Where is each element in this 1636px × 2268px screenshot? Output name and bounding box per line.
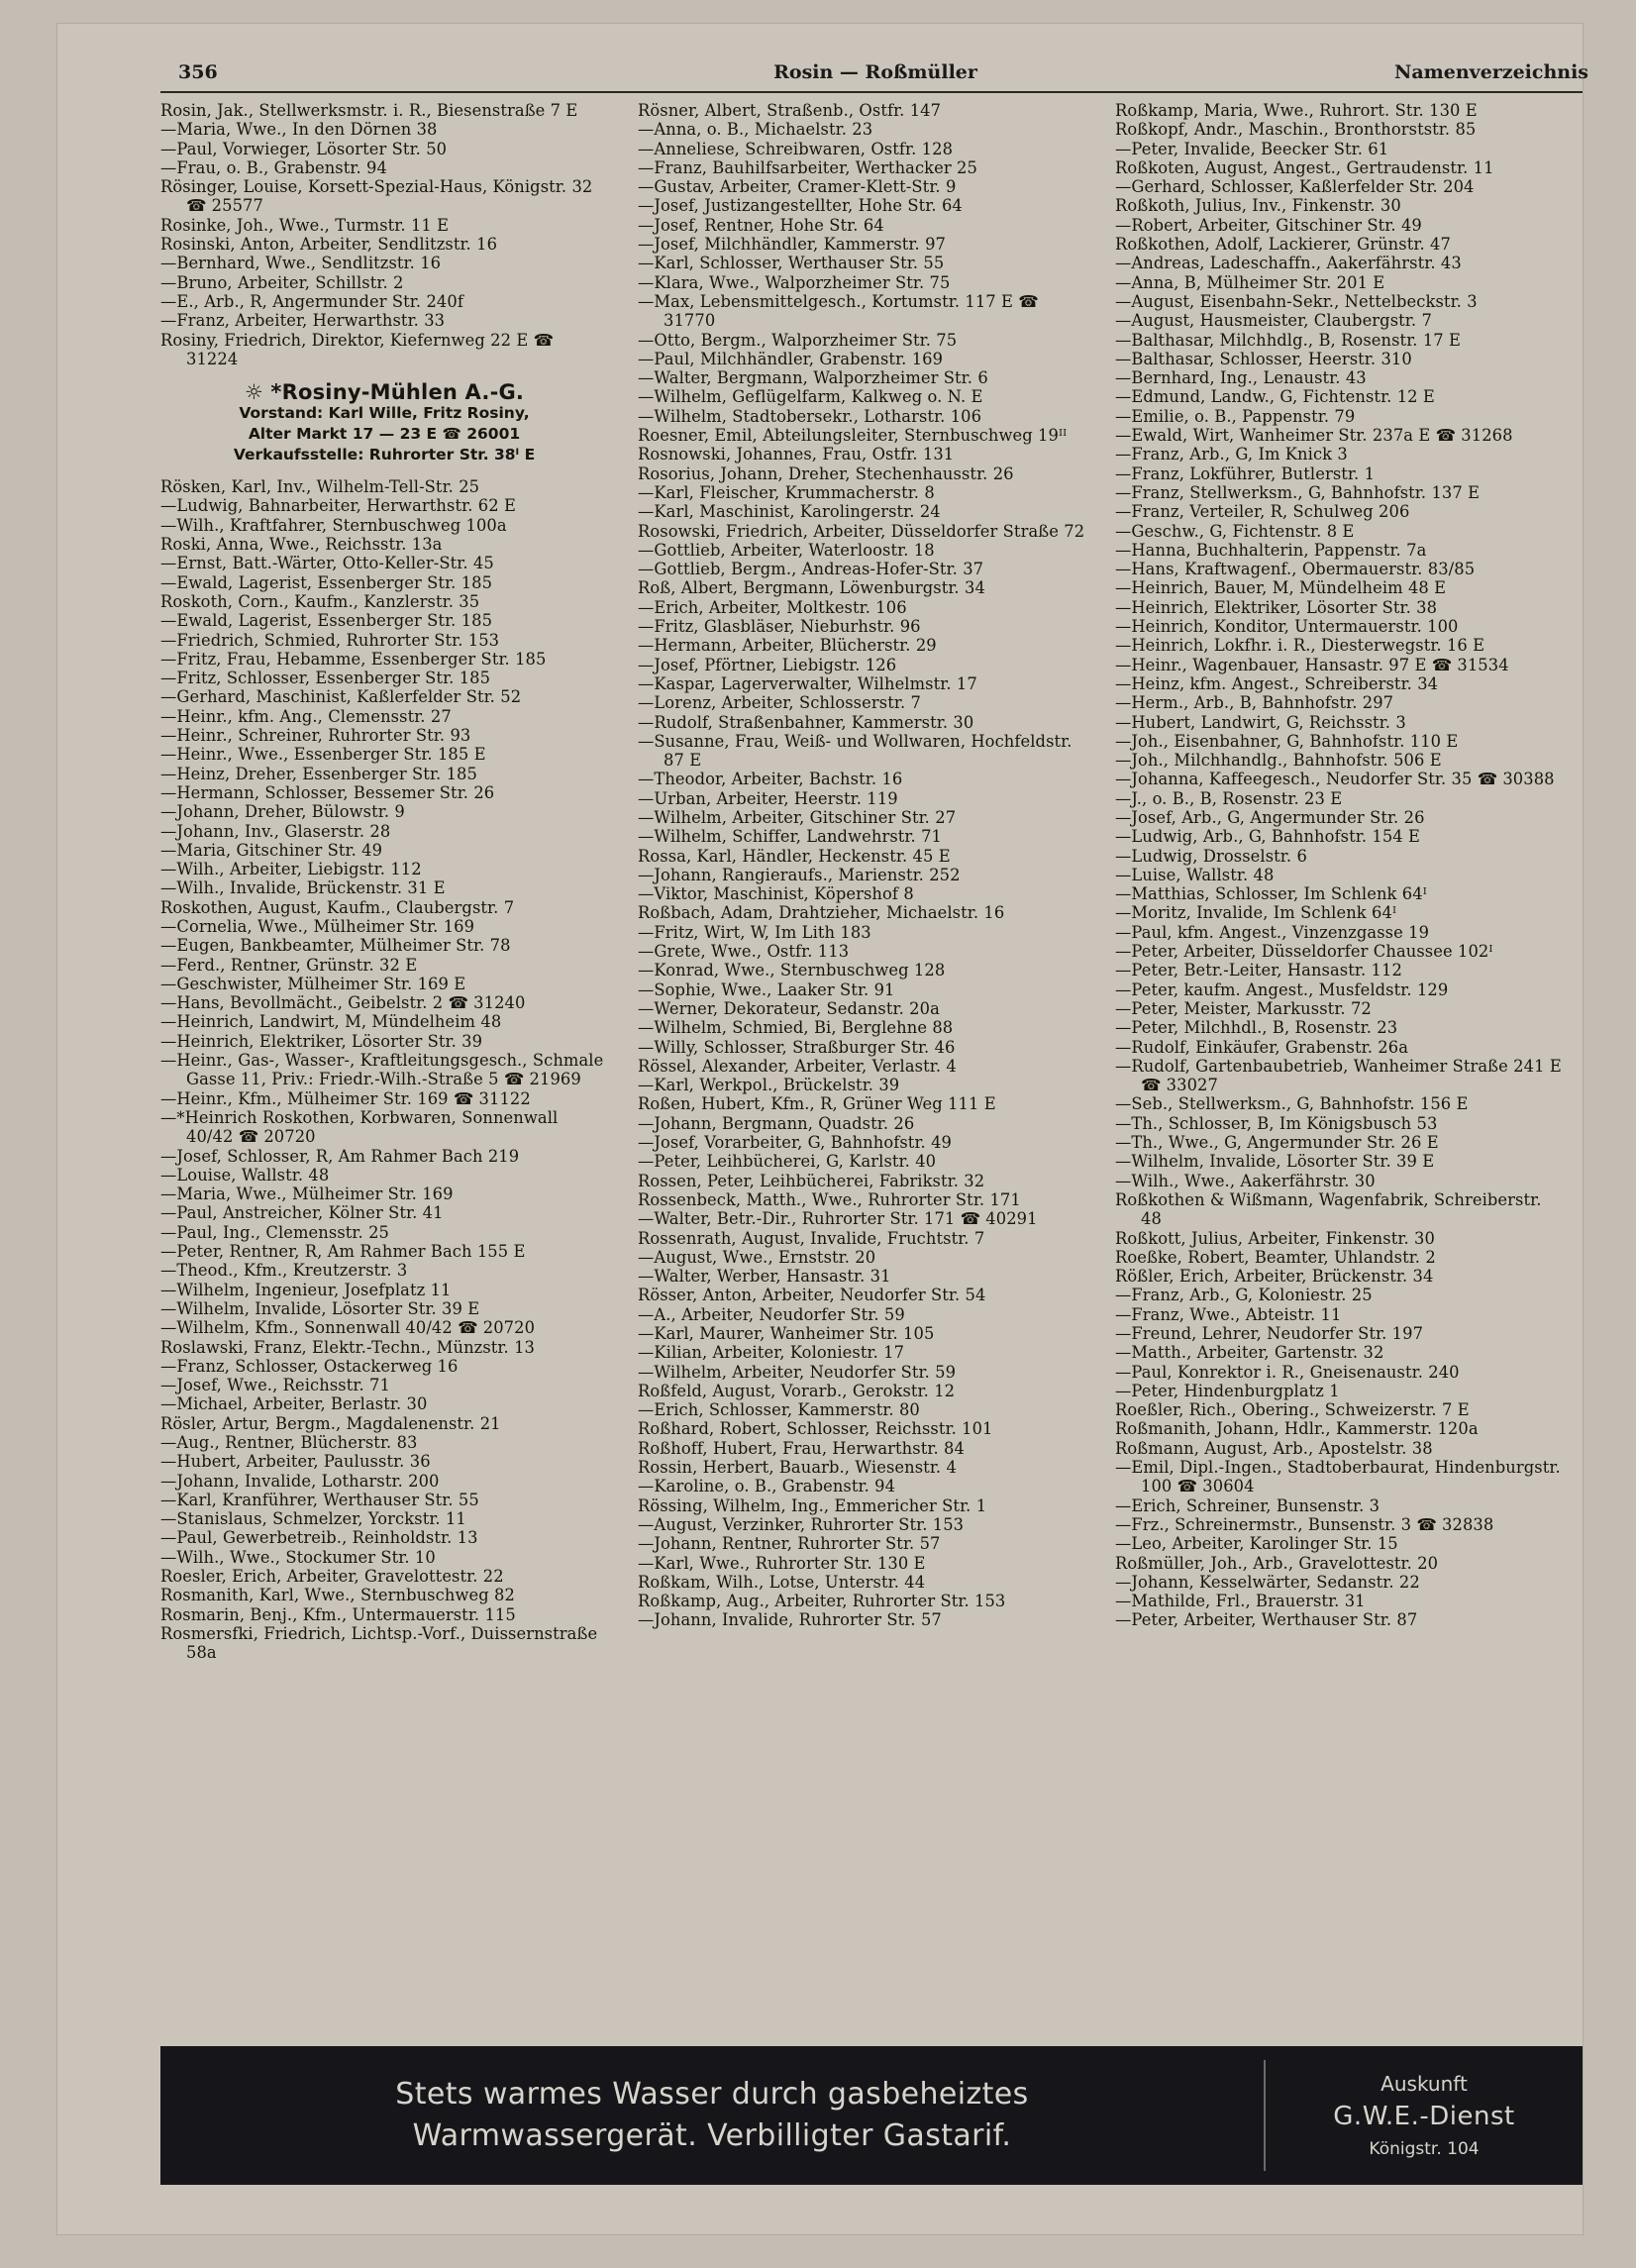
directory-entry: —Karl, Wwe., Ruhrorter Str. 130 E [638,1553,926,1573]
directory-entry: Roßmanith, Johann, Hdlr., Kammerstr. 120a [1115,1419,1479,1439]
directory-entry: —Josef, Rentner, Hohe Str. 64 [638,215,884,235]
directory-entry: —Maria, Wwe., Mülheimer Str. 169 [160,1185,454,1204]
directory-entry: —Karl, Maurer, Wanheimer Str. 105 [638,1324,935,1343]
directory-entry: Rosmanith, Karl, Wwe., Sternbuschweg 82 [160,1586,515,1605]
directory-entry: —Josef, Wwe., Reichsstr. 71 [160,1376,390,1395]
directory-entry: —Heinr., Wagenbauer, Hansastr. 97 E ☎ 31534 [1115,655,1509,674]
directory-entry: —Kilian, Arbeiter, Koloniestr. 17 [638,1343,905,1363]
column-1 [160,101,608,2022]
directory-entry: —Leo, Arbeiter, Karolinger Str. 15 [1115,1534,1398,1554]
directory-entry: Roßkopf, Andr., Maschin., Bronthorststr. 85 [1115,120,1477,140]
directory-entry: Roßhoff, Hubert, Frau, Herwarthstr. 84 [638,1438,965,1458]
directory-entry: —Hermann, Arbeiter, Blücherstr. 29 [638,636,937,656]
directory-entry: —Susanne, Frau, Weiß- und Wollwaren, Hochfeldstr. 87 E [638,731,1073,771]
directory-entry: —Balthasar, Milchhdlg., B, Rosenstr. 17 E [1115,330,1462,350]
directory-entry: —Fritz, Frau, Hebamme, Essenberger Str. 185 [160,649,547,669]
directory-entry: —Ewald, Lagerist, Essenberger Str. 185 [160,611,493,631]
directory-entry: —Walter, Bergmann, Walporzheimer Str. 6 [638,368,988,388]
directory-entry: —Heinz, Dreher, Essenberger Str. 185 [160,764,477,783]
directory-entry: Roßmüller, Joh., Arb., Gravelottestr. 20 [1115,1553,1439,1573]
directory-entry: —Frau, o. B., Grabenstr. 94 [160,157,387,177]
directory-entry: —Johann, Dreher, Bülowstr. 9 [160,802,405,822]
directory-entry: —Klara, Wwe., Walporzheimer Str. 75 [638,272,951,292]
directory-entry: —Gustav, Arbeiter, Cramer-Klett-Str. 9 [638,177,957,197]
directory-entry: —Mathilde, Frl., Brauerstr. 31 [1115,1592,1366,1611]
directory-entry: Roßhard, Robert, Schlosser, Reichsstr. 101 [638,1419,993,1439]
directory-entry: Rossenbeck, Matth., Wwe., Ruhrorter Str. 171 [638,1189,1021,1209]
directory-entry: —Wilh., Wwe., Aakerfährstr. 30 [1115,1171,1376,1190]
directory-entry: —Heinr., Schreiner, Ruhrorter Str. 93 [160,726,471,746]
directory-entry: —Josef, Vorarbeiter, G, Bahnhofstr. 49 [638,1133,953,1153]
directory-entry: —Sophie, Wwe., Laaker Str. 91 [638,979,895,999]
directory-entry: —Geschwister, Mülheimer Str. 169 E [160,974,466,993]
directory-entry: —Matth., Arbeiter, Gartenstr. 32 [1115,1343,1384,1363]
directory-entry: Roßkamp, Maria, Wwe., Ruhrort. Str. 130 E [1115,101,1478,120]
directory-entry: Roski, Anna, Wwe., Reichsstr. 13a [160,535,443,555]
directory-entry: —Maria, Gitschiner Str. 49 [160,840,383,860]
directory-entry: Rößler, Erich, Arbeiter, Brückenstr. 34 [1115,1267,1434,1287]
directory-entry: —Hermann, Schlosser, Bessemer Str. 26 [160,782,495,802]
directory-entry: —Wilh., Kraftfahrer, Sternbuschweg 100a [160,515,507,535]
directory-entry: —Hubert, Arbeiter, Paulusstr. 36 [160,1452,431,1472]
directory-entry: —Paul, kfm. Angest., Vinzenzgasse 19 [1115,922,1430,942]
directory-entry: —Paul, Konrektor i. R., Gneisenaustr. 240 [1115,1362,1460,1382]
directory-entry: —Gerhard, Schlosser, Kaßlerfelder Str. 204 [1115,177,1475,197]
directory-entry: —Josef, Milchhändler, Kammerstr. 97 [638,235,946,255]
directory-entry: —Franz, Arb., G, Im Knick 3 [1115,445,1348,464]
directory-entry: —Paul, Anstreicher, Kölner Str. 41 [160,1203,444,1223]
directory-entry: —Johann, Bergmann, Quadstr. 26 [638,1113,915,1133]
directory-entry: —Ludwig, Arb., G, Bahnhofstr. 154 E [1115,827,1421,847]
directory-entry: —August, Eisenbahn-Sekr., Nettelbeckstr. 3 [1115,291,1478,311]
directory-entry: —Andreas, Ladeschaffn., Aakerfährstr. 43 [1115,254,1462,273]
directory-entry: Roßkam, Wilh., Lotse, Unterstr. 44 [638,1572,926,1592]
directory-entry: —Peter, Betr.-Leiter, Hansastr. 112 [1115,961,1402,980]
directory-entry: Rossenrath, August, Invalide, Fruchtstr. 7 [638,1228,985,1248]
directory-entry: —Wilhelm, Invalide, Lösorter Str. 39 E [1115,1152,1435,1172]
directory-entry: —Willy, Schlosser, Straßburger Str. 46 [638,1037,956,1057]
directory-entry: —Karl, Schlosser, Werthauser Str. 55 [638,254,945,273]
directory-entry: —Peter, Meister, Markusstr. 72 [1115,998,1372,1018]
directory-entry: —August, Hausmeister, Claubergstr. 7 [1115,311,1432,331]
directory-entry: —Robert, Arbeiter, Gitschiner Str. 49 [1115,215,1422,235]
directory-entry: Rosorius, Johann, Dreher, Stechenhausstr. 26 [638,464,1014,483]
directory-entry: Roskoth, Corn., Kaufm., Kanzlerstr. 35 [160,591,480,611]
directory-entry: —Ludwig, Bahnarbeiter, Herwarthstr. 62 E [160,496,516,516]
directory-entry: —Karl, Werkpol., Brückelstr. 39 [638,1076,900,1095]
directory-entry: —Peter, Arbeiter, Werthauser Str. 87 [1115,1610,1418,1630]
directory-entry: —Matthias, Schlosser, Im Schlenk 64ᴵ [1115,884,1427,904]
directory-entry: —Paul, Gewerbetreib., Reinholdstr. 13 [160,1528,478,1548]
advert-info [1266,2046,1583,2185]
directory-entry: —J., o. B., B, Rosenstr. 23 E [1115,788,1343,808]
inline-advert-address: Alter Markt 17 — 23 E ☎ 26001 [248,425,521,444]
directory-entry: Roeßke, Robert, Beamter, Uhlandstr. 2 [1115,1247,1436,1267]
directory-entry: —Hans, Bevollmächt., Geibelstr. 2 ☎ 31240 [160,993,526,1013]
directory-entry: Rossin, Herbert, Bauarb., Wiesenstr. 4 [638,1458,957,1478]
paper-sheet [57,24,1588,2234]
directory-entry: —Maria, Wwe., In den Dörnen 38 [160,120,438,140]
page-number: 356 [178,61,218,83]
directory-entry: —Th., Schlosser, B, Im Königsbusch 53 [1115,1113,1438,1133]
directory-entry: —Heinrich, Bauer, M, Mündelheim 48 E [1115,578,1447,598]
directory-entry: —Wilhelm, Schiffer, Landwehrstr. 71 [638,827,942,847]
directory-entry: —Friedrich, Schmied, Ruhrorter Str. 153 [160,630,500,650]
directory-entry: —Peter, Arbeiter, Düsseldorfer Chaussee 102ᴵ [1115,942,1493,962]
directory-entry: Roßkothen, Adolf, Lackierer, Grünstr. 47 [1115,235,1451,255]
directory-entry: —Viktor, Maschinist, Köpershof 8 [638,884,914,904]
directory-entry: —Cornelia, Wwe., Mülheimer Str. 169 [160,916,475,936]
directory-entry: —Anna, o. B., Michaelstr. 23 [638,120,873,140]
directory-entry: Rösser, Anton, Arbeiter, Neudorfer Str. 54 [638,1286,986,1305]
directory-entry: Roesler, Erich, Arbeiter, Gravelottestr. 22 [160,1567,504,1587]
directory-entry: —Wilhelm, Invalide, Lösorter Str. 39 E [160,1298,480,1318]
advert-info-address: Königstr. 104 [1369,2139,1480,2159]
directory-entry: —Heinrich, Elektriker, Lösorter Str. 39 [160,1031,483,1051]
directory-entry: —Gerhard, Maschinist, Kaßlerfelder Str. 52 [160,687,522,707]
directory-entry: —Paul, Ing., Clemensstr. 25 [160,1222,389,1242]
directory-entry: —August, Verzinker, Ruhrorter Str. 153 [638,1514,965,1534]
directory-entry: Rossen, Peter, Leihbücherei, Fabrikstr. 32 [638,1171,985,1190]
directory-entry: Roeßler, Rich., Obering., Schweizerstr. 7 E [1115,1400,1470,1420]
directory-entry: —Heinrich, Elektriker, Lösorter Str. 38 [1115,597,1438,617]
directory-entry: Rosiny, Friedrich, Direktor, Kiefernweg 22 E ☎ 31224 [160,330,554,368]
directory-entry: Roßmann, August, Arb., Apostelstr. 38 [1115,1438,1433,1458]
advert-info-title: Auskunft [1380,2072,1468,2096]
directory-entry: —Walter, Werber, Hansastr. 31 [638,1267,891,1287]
directory-entry: —Seb., Stellwerksm., G, Bahnhofstr. 156 E [1115,1094,1469,1114]
directory-entry: —Bruno, Arbeiter, Schillstr. 2 [160,272,404,292]
directory-entry: —Louise, Wallstr. 48 [160,1165,330,1185]
directory-entry: —Franz, Schlosser, Ostackerweg 16 [160,1356,459,1376]
directory-entry: —Peter, Hindenburgplatz 1 [1115,1381,1340,1400]
directory-entry: —Emil, Dipl.-Ingen., Stadtoberbaurat, Hindenburgstr. 100 ☎ 30604 [1115,1458,1561,1496]
directory-entry: Rosinke, Joh., Wwe., Turmstr. 11 E [160,215,450,235]
directory-entry: Roßen, Hubert, Kfm., R, Grüner Weg 111 E [638,1094,996,1114]
running-title: Rosin — Roßmüller [773,61,977,83]
directory-entry: —Th., Wwe., G, Angermunder Str. 26 E [1115,1133,1439,1153]
directory-entry: —Michael, Arbeiter, Berlastr. 30 [160,1394,428,1414]
directory-entry: —Heinr., Wwe., Essenberger Str. 185 E [160,745,486,765]
page-header [121,61,1630,87]
directory-entry: —Franz, Verteiler, R, Schulweg 206 [1115,502,1410,522]
header-rule [160,91,1583,93]
advert-slogan [160,2046,1264,2185]
directory-entry: —Fritz, Glasbläser, Nieburhstr. 96 [638,617,921,637]
directory-entry: Roßkoten, August, Angest., Gertraudenstr. 11 [1115,157,1494,177]
directory-entry: —Balthasar, Schlosser, Heerstr. 310 [1115,349,1412,368]
directory-entry: —Karl, Fleischer, Krummacherstr. 8 [638,482,935,502]
directory-entry: —Franz, Bauhilfsarbeiter, Werthacker 25 [638,157,977,177]
inline-advert-board: Vorstand: Karl Wille, Fritz Rosiny, [239,404,530,423]
directory-entry: —Peter, Invalide, Beecker Str. 61 [1115,139,1389,158]
directory-entry: —Josef, Schlosser, R, Am Rahmer Bach 219 [160,1146,520,1166]
directory-entry: —Wilhelm, Kfm., Sonnenwall 40/42 ☎ 20720 [160,1318,536,1338]
directory-entry: —Max, Lebensmittelgesch., Kortumstr. 117 E ☎ 31770 [638,291,1039,331]
directory-entry: —Josef, Arb., G, Angermunder Str. 26 [1115,807,1425,827]
directory-entry: —Johann, Rentner, Ruhrorter Str. 57 [638,1534,941,1554]
directory-entry: —Otto, Bergm., Walporzheimer Str. 75 [638,330,958,350]
directory-entry: Roßkamp, Aug., Arbeiter, Ruhrorter Str. 153 [638,1592,1006,1611]
directory-entry: —Ludwig, Drosselstr. 6 [1115,846,1307,866]
directory-entry: —Peter, Leihbücherei, G, Karlstr. 40 [638,1152,937,1172]
directory-entry: Rosmarin, Benj., Kfm., Untermauerstr. 115 [160,1604,516,1624]
directory-entry: —Johann, Kesselwärter, Sedanstr. 22 [1115,1572,1420,1592]
directory-entry: —Wilhelm, Ingenieur, Josefplatz 11 [160,1280,452,1299]
directory-entry: —Walter, Betr.-Dir., Ruhrorter Str. 171 ☎ 40291 [638,1209,1038,1229]
advert-slogan-line2: Warmwassergerät. Verbilligter Gastarif. [412,2118,1012,2153]
directory-entry: —August, Wwe., Ernststr. 20 [638,1247,876,1267]
directory-entry: Rossa, Karl, Händler, Heckenstr. 45 E [638,846,951,866]
directory-entry: —Hans, Kraftwagenf., Obermauerstr. 83/85 [1115,560,1476,579]
directory-entry: —Hanna, Buchhalterin, Pappenstr. 7a [1115,540,1427,560]
directory-entry: —Kaspar, Lagerverwalter, Wilhelmstr. 17 [638,673,977,693]
directory-entry: —Rudolf, Straßenbahner, Kammerstr. 30 [638,712,974,732]
directory-entry: —Herm., Arb., B, Bahnhofstr. 297 [1115,693,1394,713]
directory-entry: —Wilhelm, Arbeiter, Gitschiner Str. 27 [638,807,957,827]
directory-entry: —Johann, Invalide, Lotharstr. 200 [160,1471,440,1491]
directory-entry: —Josef, Pförtner, Liebigstr. 126 [638,655,897,674]
directory-entry: —Karl, Maschinist, Karolingerstr. 24 [638,502,941,522]
directory-entry: —Erich, Schreiner, Bunsenstr. 3 [1115,1495,1380,1515]
directory-entry: —Wilhelm, Geflügelfarm, Kalkweg o. N. E [638,387,983,407]
directory-entry: Roßfeld, August, Vorarb., Gerokstr. 12 [638,1381,956,1400]
directory-entry: Roß, Albert, Bergmann, Löwenburgstr. 34 [638,578,985,598]
directory-entry: —Stanislaus, Schmelzer, Yorckstr. 11 [160,1509,466,1529]
directory-entry: —Heinr., kfm. Ang., Clemensstr. 27 [160,706,452,726]
directory-entry: —Franz, Stellwerksm., G, Bahnhofstr. 137 E [1115,482,1481,502]
directory-entry: —Johann, Rangieraufs., Marienstr. 252 [638,865,961,884]
directory-entry: —Wilh., Arbeiter, Liebigstr. 112 [160,860,422,879]
directory-entry: —Grete, Wwe., Ostfr. 113 [638,942,850,962]
directory-entry: Roßkoth, Julius, Inv., Finkenstr. 30 [1115,196,1401,216]
directory-entry: —Bernhard, Wwe., Sendlitzstr. 16 [160,254,442,273]
directory-entry: —Heinrich, Lokfhr. i. R., Diesterwegstr. 16 E [1115,636,1485,656]
directory-entry: —Anna, B, Mülheimer Str. 201 E [1115,272,1385,292]
directory-entry: Roskothen, August, Kaufm., Claubergstr. 7 [160,897,515,917]
directory-entry: —Erich, Schlosser, Kammerstr. 80 [638,1400,920,1420]
directory-entry: —Bernhard, Ing., Lenaustr. 43 [1115,368,1367,388]
directory-entry: Rössel, Alexander, Arbeiter, Verlastr. 4 [638,1056,957,1076]
directory-entry: Rössing, Wilhelm, Ing., Emmericher Str. 1 [638,1495,987,1515]
directory-entry: —Geschw., G, Fichtenstr. 8 E [1115,521,1355,541]
directory-entry: —Anneliese, Schreibwaren, Ostfr. 128 [638,139,954,158]
directory-entry: —Paul, Milchhändler, Grabenstr. 169 [638,349,944,368]
directory-entry: Rosmersfki, Friedrich, Lichtsp.-Vorf., Duissernstraße 58a [160,1623,598,1663]
directory-entry: —Moritz, Invalide, Im Schlenk 64ᴵ [1115,903,1397,923]
directory-entry: —Heinr., Gas-, Wasser-, Kraftleitungsgesch., Schmale Gasse 11, Priv.: Friedr.-Wilh.-Straße 5 ☎ 21969 [160,1051,604,1089]
directory-entry: —Urban, Arbeiter, Heerstr. 119 [638,788,898,808]
directory-entry: —Emilie, o. B., Pappenstr. 79 [1115,406,1356,426]
directory-entry: Roßkothen & Wißmann, Wagenfabrik, Schreiberstr. 48 [1115,1189,1542,1229]
directory-entry: —Hubert, Landwirt, G, Reichsstr. 3 [1115,712,1406,732]
directory-entry: Rosnowski, Johannes, Frau, Ostfr. 131 [638,445,955,464]
directory-entry: —Franz, Arb., G, Koloniestr. 25 [1115,1286,1373,1305]
directory-entry: —Werner, Dekorateur, Sedanstr. 20a [638,998,940,1018]
column-2 [638,101,1085,2022]
directory-entry: —Frz., Schreinermstr., Bunsenstr. 3 ☎ 32838 [1115,1514,1494,1534]
directory-entry: —Heinr., Kfm., Mülheimer Str. 169 ☎ 31122 [160,1088,531,1108]
directory-entry: —Ewald, Wirt, Wanheimer Str. 237a E ☎ 31268 [1115,426,1513,446]
directory-entry: Rösinger, Louise, Korsett-Spezial-Haus, Königstr. 32 ☎ 25577 [160,177,593,216]
directory-columns [160,101,1594,2022]
directory-entry: —Josef, Justizangestellter, Hohe Str. 64 [638,196,963,216]
directory-entry: —Gottlieb, Arbeiter, Waterloostr. 18 [638,540,935,560]
directory-entry: —Rudolf, Gartenbaubetrieb, Wanheimer Straße 241 E ☎ 33027 [1115,1056,1562,1095]
directory-entry: —Joh., Eisenbahner, G, Bahnhofstr. 110 E [1115,731,1459,751]
directory-entry: —Karl, Kranführer, Werthauser Str. 55 [160,1490,479,1509]
directory-entry: —Peter, Milchhdl., B, Rosenstr. 23 [1115,1018,1398,1038]
directory-entry: —E., Arb., R, Angermunder Str. 240f [160,291,463,311]
directory-entry: —Ewald, Lagerist, Essenberger Str. 185 [160,572,493,592]
directory-entry: —Theod., Kfm., Kreutzerstr. 3 [160,1261,408,1281]
advert-slogan-line1: Stets warmes Wasser durch gasbeheiztes [395,2077,1029,2112]
directory-entry: —Paul, Vorwieger, Lösorter Str. 50 [160,139,448,158]
directory-entry: —Wilhelm, Schmied, Bi, Berglehne 88 [638,1018,954,1038]
directory-entry: —Wilh., Invalide, Brückenstr. 31 E [160,878,446,898]
directory-entry: —Rudolf, Einkäufer, Grabenstr. 26a [1115,1037,1408,1057]
directory-entry: Rösken, Karl, Inv., Wilhelm-Tell-Str. 25 [160,477,480,497]
directory-entry: —Theodor, Arbeiter, Bachstr. 16 [638,770,903,789]
directory-entry: Roßkott, Julius, Arbeiter, Finkenstr. 30 [1115,1228,1435,1248]
directory-entry: Roslawski, Franz, Elektr.-Techn., Münzstr. 13 [160,1337,535,1357]
inline-advertisement [160,382,608,465]
directory-entry: —Johanna, Kaffeegesch., Neudorfer Str. 35 ☎ 30388 [1115,770,1555,789]
directory-entry: —Freund, Lehrer, Neudorfer Str. 197 [1115,1324,1424,1343]
directory-entry: —Eugen, Bankbeamter, Mülheimer Str. 78 [160,936,511,956]
directory-entry: —Aug., Rentner, Blücherstr. 83 [160,1433,418,1452]
directory-entry: —Wilhelm, Arbeiter, Neudorfer Str. 59 [638,1362,957,1382]
directory-entry: —Heinrich, Konditor, Untermauerstr. 100 [1115,617,1459,637]
directory-entry: —Edmund, Landw., G, Fichtenstr. 12 E [1115,387,1435,407]
directory-entry: —Karoline, o. B., Grabenstr. 94 [638,1477,896,1496]
directory-entry: —Johann, Inv., Glaserstr. 28 [160,821,391,841]
section-title: Namenverzeichnis [1393,61,1588,83]
directory-entry: Rosinski, Anton, Arbeiter, Sendlitzstr. 16 [160,235,498,255]
inline-advert-name: ☼ *Rosiny-Mühlen A.-G. [244,380,525,405]
directory-entry: —Fritz, Wirt, W, Im Lith 183 [638,922,871,942]
directory-entry: —Franz, Arbeiter, Herwarthstr. 33 [160,311,446,331]
directory-entry: —Ernst, Batt.-Wärter, Otto-Keller-Str. 45 [160,554,494,573]
bottom-advertisement [160,2046,1583,2185]
directory-entry: —Ferd., Rentner, Grünstr. 32 E [160,955,418,975]
directory-entry: Roßbach, Adam, Drahtzieher, Michaelstr. 16 [638,903,1005,923]
column-3 [1115,101,1563,2022]
advert-info-name: G.W.E.-Dienst [1333,2102,1515,2131]
directory-entry: —Franz, Lokführer, Butlerstr. 1 [1115,464,1376,483]
directory-entry: —Luise, Wallstr. 48 [1115,865,1275,884]
directory-entry: Rösner, Albert, Straßenb., Ostfr. 147 [638,101,942,120]
directory-entry: —Konrad, Wwe., Sternbuschweg 128 [638,961,946,980]
directory-entry: —Lorenz, Arbeiter, Schlosserstr. 7 [638,693,921,713]
directory-entry: —Franz, Wwe., Abteistr. 11 [1115,1304,1342,1324]
directory-entry: Rosowski, Friedrich, Arbeiter, Düsseldorfer Straße 72 [638,521,1085,541]
directory-entry: Rösler, Artur, Bergm., Magdalenenstr. 21 [160,1413,501,1433]
directory-entry: —Heinz, kfm. Angest., Schreiberstr. 34 [1115,673,1439,693]
directory-entry: —Heinrich, Landwirt, M, Mündelheim 48 [160,1012,502,1032]
directory-entry: Roesner, Emil, Abteilungsleiter, Sternbuschweg 19ᴵᴵ [638,426,1068,446]
directory-entry: —Johann, Invalide, Ruhrorter Str. 57 [638,1610,942,1630]
directory-entry: —Gottlieb, Bergm., Andreas-Hofer-Str. 37 [638,560,984,579]
directory-entry: —*Heinrich Roskothen, Korbwaren, Sonnenwall 40/42 ☎ 20720 [160,1107,559,1147]
inline-advert-shop: Verkaufsstelle: Ruhrorter Str. 38ᴵ E [233,446,536,464]
directory-entry: —Peter, kaufm. Angest., Musfeldstr. 129 [1115,979,1449,999]
directory-entry: —Fritz, Schlosser, Essenberger Str. 185 [160,669,491,688]
directory-entry: —Wilh., Wwe., Stockumer Str. 10 [160,1547,436,1567]
directory-entry: —A., Arbeiter, Neudorfer Str. 59 [638,1304,905,1324]
directory-entry: Rosin, Jak., Stellwerksmstr. i. R., Biesenstraße 7 E [160,101,578,120]
directory-entry: —Peter, Rentner, R, Am Rahmer Bach 155 E [160,1242,526,1262]
directory-entry: —Erich, Arbeiter, Moltkestr. 106 [638,597,907,617]
directory-entry: —Wilhelm, Stadtobersekr., Lotharstr. 106 [638,406,982,426]
directory-entry: —Joh., Milchhandlg., Bahnhofstr. 506 E [1115,751,1442,771]
